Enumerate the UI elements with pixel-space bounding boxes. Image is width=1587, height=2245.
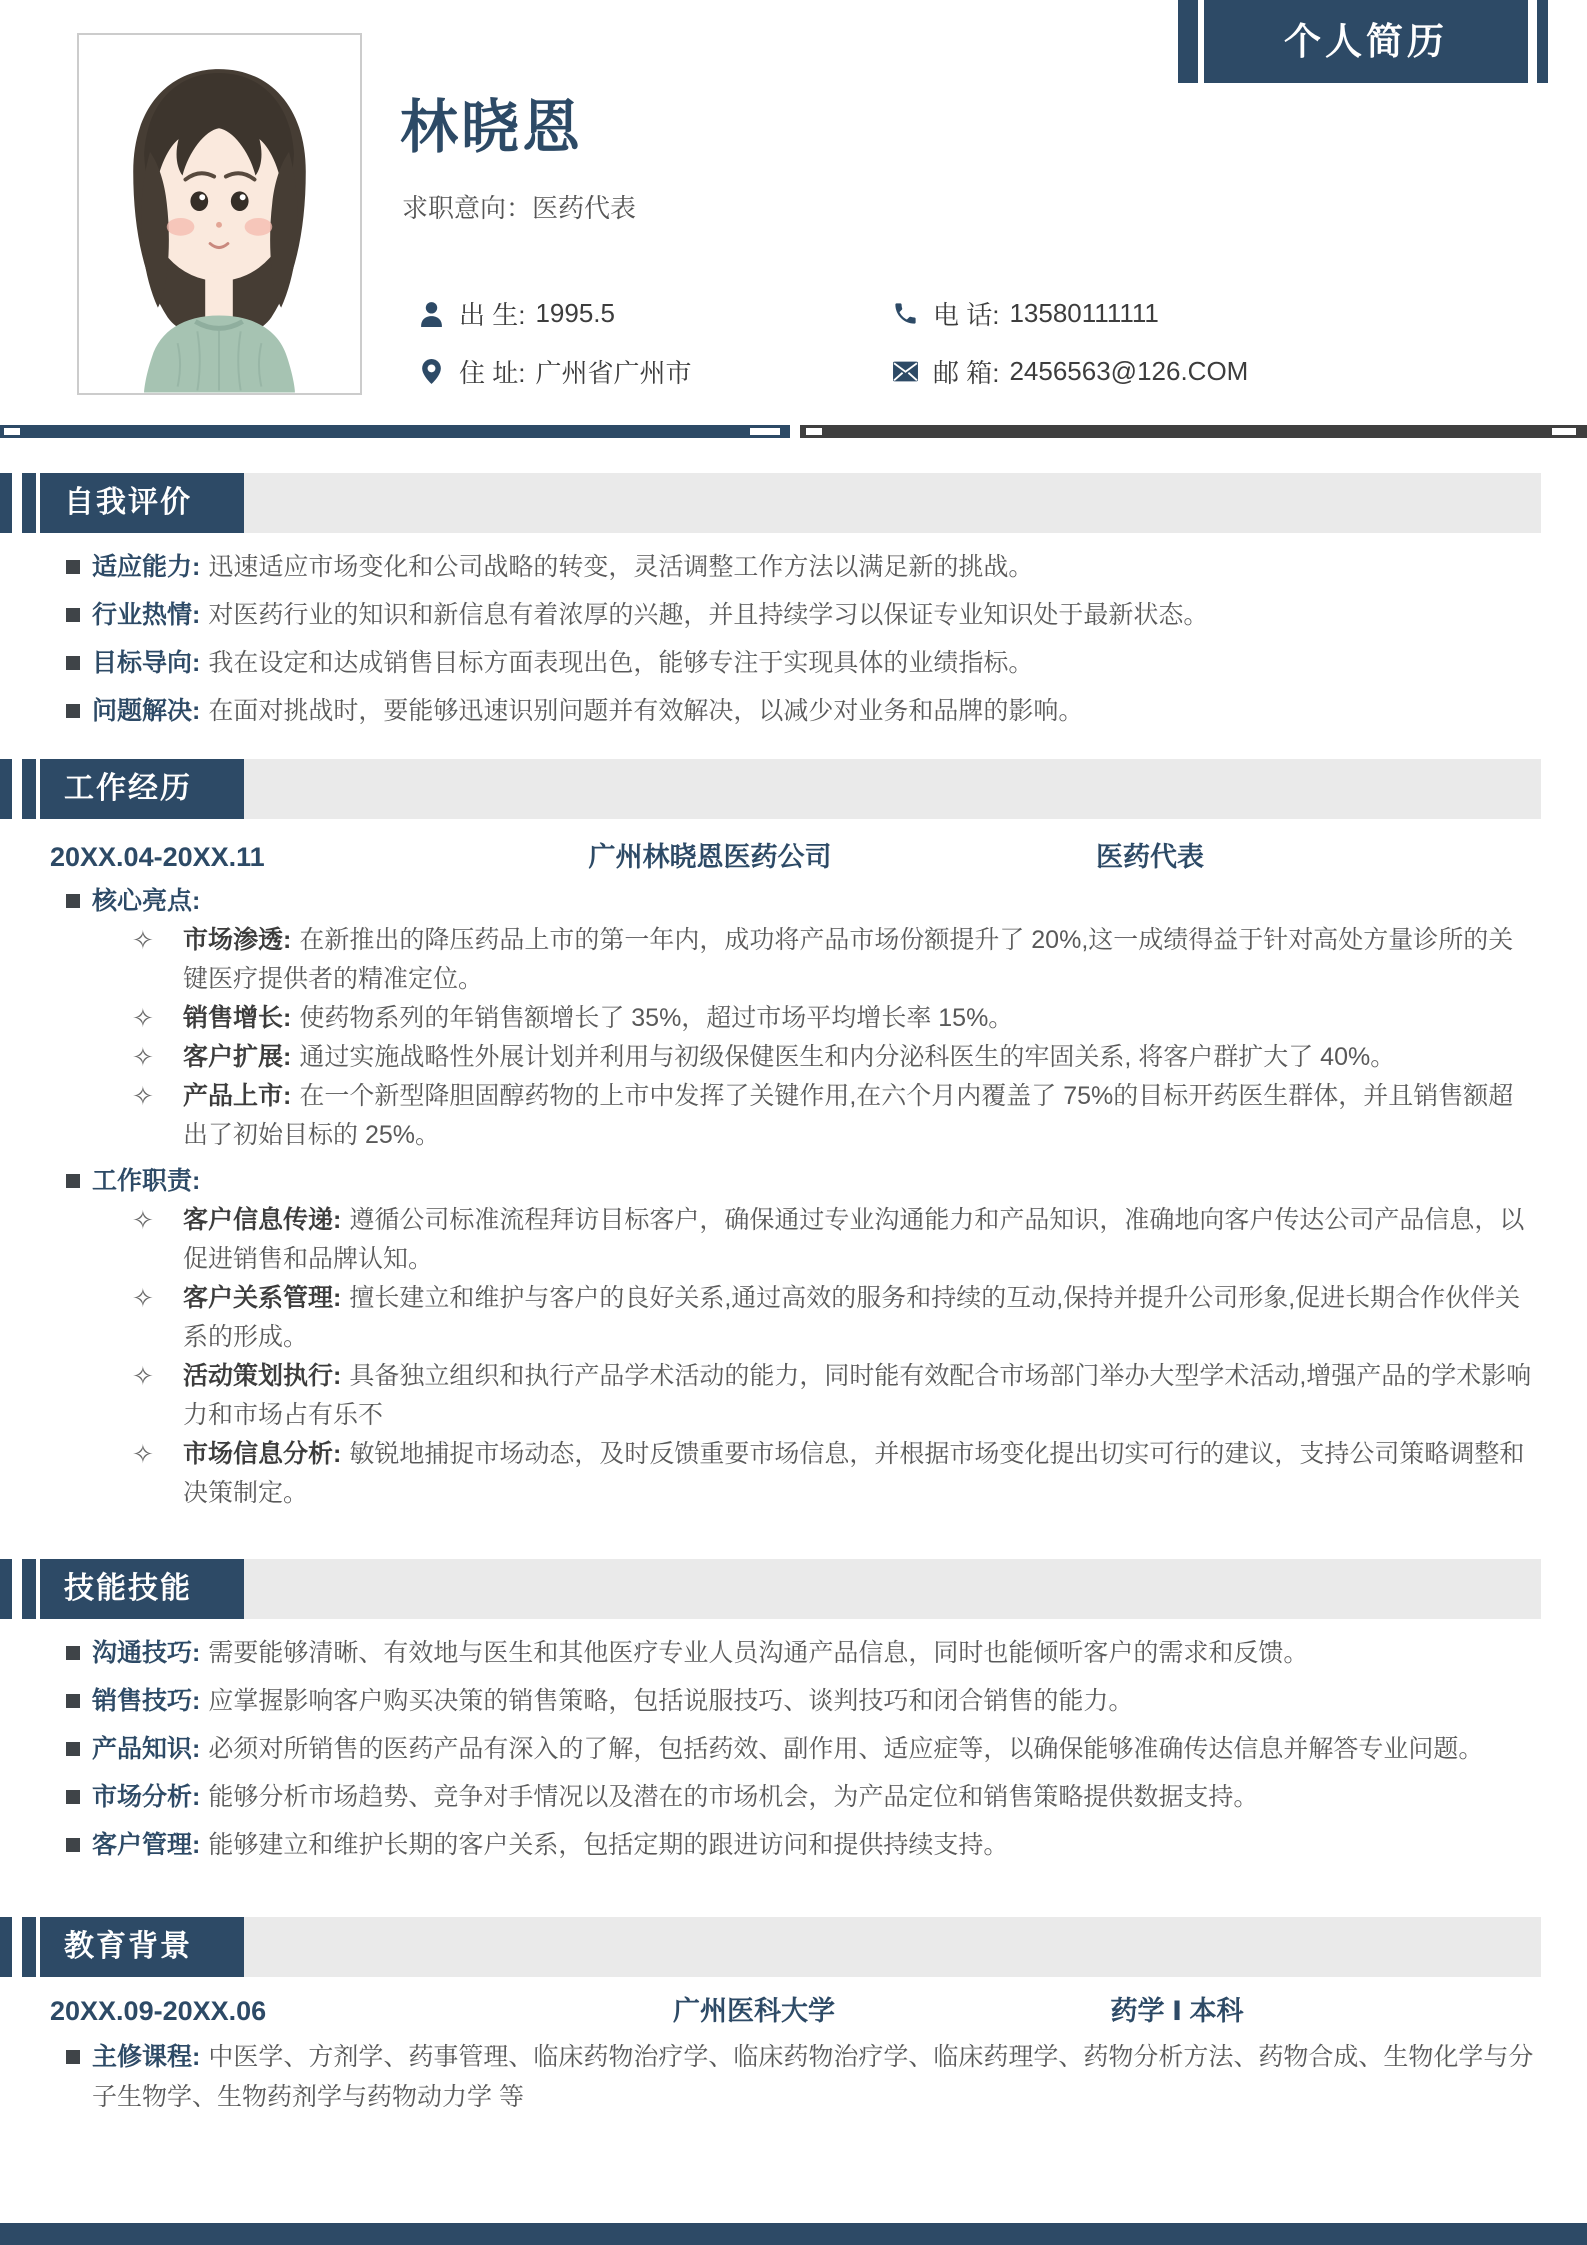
section-title-box — [40, 759, 244, 819]
sub-list-item — [0, 1201, 1587, 1279]
square-bullet-icon — [66, 1838, 80, 1852]
header-band — [40, 473, 1541, 533]
square-bullet-icon — [66, 1742, 80, 1756]
divider-gray-segment — [800, 425, 1587, 438]
item-label: 销售技巧: — [92, 1687, 201, 1715]
item-label: 主修课程: — [92, 2043, 201, 2071]
contact-label: 住 址: — [459, 357, 526, 388]
contact-email — [892, 355, 1248, 387]
banner-title: 个人简历 — [1284, 21, 1448, 62]
item-label: 市场渗透: — [183, 926, 292, 954]
diamond-bullet-icon: ✧ — [132, 1003, 154, 1033]
header-band — [40, 1917, 1541, 1977]
item-text: 应掌握影响客户购买决策的销售策略，包括说服技巧、谈判技巧和闭合销售的能力。 — [208, 1687, 1134, 1715]
job-intention: 求职意向：医药代表 — [402, 193, 637, 223]
item-text: 中医学、方剂学、药事管理、临床药物治疗学、临床药物治疗学、临床药理学、药物分析方法、药物合成、生物化学与分子生物学、生物药剂学与药物动力学 等 — [92, 2043, 1534, 2111]
header-band — [40, 1559, 1541, 1619]
contact-label: 电 话: — [933, 299, 1000, 330]
sub-list-item — [0, 1077, 1587, 1155]
square-bullet-icon — [66, 1646, 80, 1660]
item-text: 能够建立和维护长期的客户关系，包括定期的跟进访问和提供持续支持。 — [208, 1831, 1009, 1859]
list-item — [0, 1633, 1587, 1673]
list-item — [0, 547, 1587, 587]
candidate-name: 林晓恩 — [400, 95, 584, 160]
list-item — [0, 1681, 1587, 1721]
header-accent-bar — [22, 473, 36, 533]
header-accent-bar — [22, 1917, 36, 1977]
header-divider — [0, 425, 1587, 438]
header-accent-bar — [0, 1917, 12, 1977]
square-bullet-icon — [66, 894, 80, 908]
contact-value: 2456563@126.COM — [1009, 355, 1249, 386]
item-label: 产品知识: — [92, 1735, 201, 1763]
contact-value: 1995.5 — [535, 297, 615, 328]
item-text: 擅长建立和维护与客户的良好关系,通过高效的服务和持续的互动,保持并提升公司形象,促进长期合作伙伴关系的形成。 — [183, 1284, 1521, 1351]
group-label-row — [0, 1161, 1587, 1201]
item-text: 在一个新型降胆固醇药物的上市中发挥了关键作用,在六个月内覆盖了 75%的目标开药医生群体，并且销售额超出了初始目标的 25%。 — [183, 1082, 1514, 1149]
sub-list-item — [0, 1038, 1587, 1077]
envelope-icon — [892, 358, 919, 385]
section-title: 技能技能 — [64, 1572, 192, 1605]
diamond-bullet-icon: ✧ — [132, 1283, 154, 1313]
person-icon — [418, 300, 445, 327]
diamond-bullet-icon: ✧ — [132, 1361, 154, 1391]
diamond-bullet-icon: ✧ — [132, 1042, 154, 1072]
item-label: 客户关系管理: — [183, 1284, 342, 1312]
square-bullet-icon — [66, 560, 80, 574]
work-company: 广州林晓恩医药公司 — [588, 842, 832, 872]
footer-bar — [0, 2223, 1587, 2245]
item-label: 产品上市: — [183, 1082, 292, 1110]
item-text: 敏锐地捕捉市场动态，及时反馈重要市场信息，并根据市场变化提出切实可行的建议，支持公司策略调整和决策制定。 — [183, 1440, 1525, 1507]
list-item — [0, 643, 1587, 683]
avatar-illustration — [79, 35, 360, 393]
square-bullet-icon — [66, 704, 80, 718]
item-text: 必须对所销售的医药产品有深入的了解，包括药效、副作用、适应症等，以确保能够准确传达信息并解答专业问题。 — [208, 1735, 1484, 1763]
profile-photo — [77, 33, 362, 395]
header-accent-bar — [0, 473, 12, 533]
section-header-education — [0, 1917, 1587, 1977]
item-label: 适应能力: — [92, 553, 201, 581]
header-band — [40, 759, 1541, 819]
contact-value: 13580111111 — [1009, 297, 1159, 328]
education-school: 广州医科大学 — [673, 1996, 835, 2026]
sub-list-item — [0, 1435, 1587, 1513]
square-bullet-icon — [66, 1174, 80, 1188]
sub-list-item — [0, 999, 1587, 1038]
item-text: 在新推出的降压药品上市的第一年内，成功将产品市场份额提升了 20%,这一成绩得益于针对高处方量诊所的关键医疗提供者的精准定位。 — [183, 926, 1514, 993]
sub-list-item — [0, 1357, 1587, 1435]
item-label: 行业热情: — [92, 601, 201, 629]
banner — [1204, 0, 1528, 83]
diamond-bullet-icon: ✧ — [132, 1439, 154, 1469]
item-text: 迅速适应市场变化和公司战略的转变，灵活调整工作方法以满足新的挑战。 — [208, 553, 1034, 581]
item-text: 遵循公司标准流程拜访目标客户，确保通过专业沟通能力和产品知识，准确地向客户传达公司产品信息，以促进销售和品牌认知。 — [183, 1206, 1525, 1273]
square-bullet-icon — [66, 2050, 80, 2064]
education-row — [0, 1993, 1587, 2029]
resume-body — [0, 438, 1587, 2125]
section-title: 工作经历 — [64, 772, 192, 805]
contact-birth — [418, 297, 615, 329]
phone-icon — [892, 300, 919, 327]
square-bullet-icon — [66, 1790, 80, 1804]
sub-list-item — [0, 921, 1587, 999]
item-label: 市场信息分析: — [183, 1440, 342, 1468]
item-text: 需要能够清晰、有效地与医生和其他医疗专业人员沟通产品信息，同时也能倾听客户的需求和反馈。 — [208, 1639, 1309, 1667]
contact-label: 出 生: — [459, 299, 526, 330]
divider-blue-segment — [0, 425, 790, 438]
item-text: 通过实施战略性外展计划并利用与初级保健医生和内分泌科医生的牢固关系, 将客户群扩大了 40%。 — [299, 1043, 1396, 1071]
sub-list-item — [0, 1279, 1587, 1357]
header-accent-bar — [0, 1559, 12, 1619]
section-header-work-experience — [0, 759, 1587, 819]
group-label: 工作职责: — [92, 1167, 201, 1195]
square-bullet-icon — [66, 656, 80, 670]
work-position: 医药代表 — [1096, 842, 1204, 872]
contact-address — [418, 355, 691, 387]
list-item — [0, 595, 1587, 635]
group-label-row — [0, 881, 1587, 921]
item-label: 活动策划执行: — [183, 1362, 342, 1390]
item-text: 我在设定和达成销售目标方面表现出色，能够专注于实现具体的业绩指标。 — [208, 649, 1034, 677]
banner-accent-right — [1537, 0, 1548, 83]
square-bullet-icon — [66, 1694, 80, 1708]
list-item — [0, 691, 1587, 731]
header-accent-bar — [22, 759, 36, 819]
education-degree: 药学 Ⅰ 本科 — [1110, 1996, 1244, 2026]
item-label: 市场分析: — [92, 1783, 201, 1811]
section-title: 自我评价 — [64, 486, 192, 519]
group-label: 核心亮点: — [92, 887, 201, 915]
section-header-skills — [0, 1559, 1587, 1619]
header-accent-bar — [22, 1559, 36, 1619]
location-pin-icon — [418, 358, 445, 385]
header-accent-bar — [0, 759, 12, 819]
diamond-bullet-icon: ✧ — [132, 925, 154, 955]
list-item — [0, 1825, 1587, 1865]
item-label: 目标导向: — [92, 649, 201, 677]
banner-accent-left — [1178, 0, 1198, 83]
item-label: 客户扩展: — [183, 1043, 292, 1071]
education-period: 20XX.09-20XX.06 — [50, 1996, 267, 2026]
item-label: 沟通技巧: — [92, 1639, 201, 1667]
diamond-bullet-icon: ✧ — [132, 1205, 154, 1235]
section-header-self-evaluation — [0, 473, 1587, 533]
list-item — [0, 2037, 1587, 2117]
diamond-bullet-icon: ✧ — [132, 1081, 154, 1111]
item-text: 使药物系列的年销售额增长了 35%，超过市场平均增长率 15%。 — [299, 1004, 1014, 1032]
contact-value: 广州省广州市 — [535, 357, 692, 388]
contact-label: 邮 箱: — [933, 357, 1000, 388]
item-text: 具备独立组织和执行产品学术活动的能力，同时能有效配合市场部门举办大型学术活动,增强产品的学术影响力和市场占有乐不 — [183, 1362, 1532, 1429]
section-title-box — [40, 1559, 244, 1619]
item-text: 能够分析市场趋势、竞争对手情况以及潜在的市场机会，为产品定位和销售策略提供数据支持。 — [208, 1783, 1259, 1811]
item-text: 对医药行业的知识和新信息有着浓厚的兴趣，并且持续学习以保证专业知识处于最新状态。 — [208, 601, 1209, 629]
section-title-box — [40, 473, 244, 533]
work-period: 20XX.04-20XX.11 — [50, 842, 265, 872]
item-label: 销售增长: — [183, 1004, 292, 1032]
item-label: 客户信息传递: — [183, 1206, 342, 1234]
work-experience-row — [0, 839, 1587, 875]
item-label: 客户管理: — [92, 1831, 201, 1859]
square-bullet-icon — [66, 608, 80, 622]
section-title-box — [40, 1917, 244, 1977]
item-label: 问题解决: — [92, 697, 201, 725]
list-item — [0, 1729, 1587, 1769]
list-item — [0, 1777, 1587, 1817]
item-text: 在面对挑战时，要能够迅速识别问题并有效解决，以减少对业务和品牌的影响。 — [208, 697, 1084, 725]
section-title: 教育背景 — [64, 1930, 192, 1963]
contact-phone — [892, 297, 1159, 329]
